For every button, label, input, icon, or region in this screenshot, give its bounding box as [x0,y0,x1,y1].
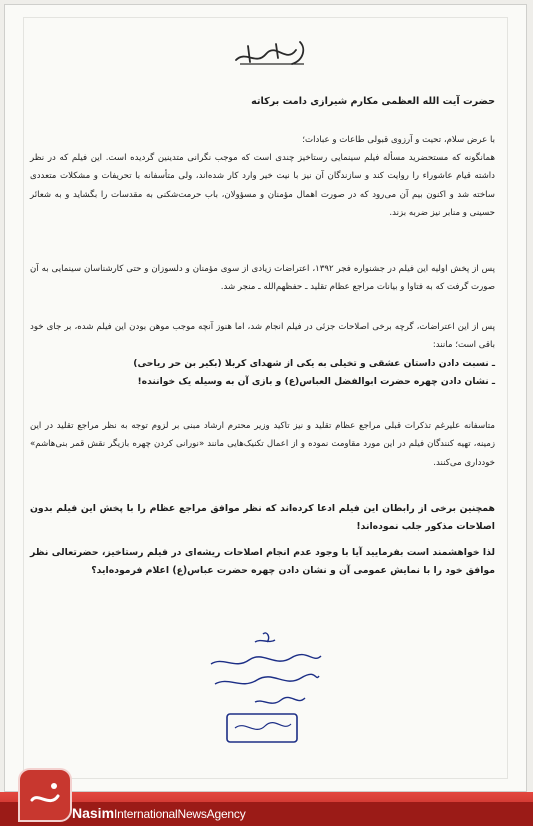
objection-bullet-1: ـ نسبت دادن داستان عشقی و تخیلی به یکی از شهدای کربلا (بکیر بن حر ریاحی) [133,358,495,369]
agency-desc: InternationalNewsAgency [114,807,246,821]
nasim-logo-icon [18,768,72,822]
official-seal-icon [227,714,297,742]
basmala-calligraphy-icon [226,36,316,70]
paragraph-2: پس از پخش اولیه این فیلم در جشنواره فجر ۱۳۹۲، اعتراضات زیادی از سوی مؤمنان و دلسوزان و حتی کارشناسان سینمایی به آن صورت گرفت که به فتاوا و بیانات مراجع عظام تقلید ـ حفظهم‌الله ـ منجر شد. [30,264,495,293]
agency-name: Nasim [72,805,115,821]
addressee: حضرت آیت الله العظمی مکارم شیرازی دامت برکاته [251,96,495,107]
greeting: با عرض سلام، تحیت و آرزوی قبولی طاعات و عبادات؛ [302,135,495,145]
paragraph-5: همچنین برخی از رابطان این فیلم ادعا کرده‌اند که نظر موافق مراجع عظام را با پخش این فیلم بدون اصلاحات مذکور جلب نموده‌اند! [30,503,495,533]
objection-bullet-2: ـ نشان دادن چهره حضرت ابوالفضل العباس(ع) و بازی آن به وسیله یک خواننده! [137,376,495,387]
paragraph-1: همانگونه که مستحضرید مسأله فیلم سینمایی رستاخیز چندی است که موجب نگرانی متدینین گردیده است. این فیلم که در نظر داشته قیام عاشوراء را روایت کند و سازندگان آن نیز با نیت خیر وارد کار شده‌اند، ولی متأسفانه با تحریفات و مشکلات متعددی ساخته شد و اکنون بیم آن می‌رود که در صورت اهمال مؤمنان و مسؤولان، باب حرمت‌شکنی به مقدسات را بگشاید و به شعائر حسینی و منابر نیز ضربه بزند. [30,153,495,219]
agency-credit [72,804,246,822]
paragraph-4: متاسفانه علیرغم تذکرات قبلی مراجع عظام تقلید و نیز تاکید وزیر محترم ارشاد مبنی بر لزوم توجه به نظر مراجع تقلید در این زمینه، تهیه کنندگان فیلم در این مورد مقاومت نموده و از اعمال تکنیک‌هایی مانند «نورانی کردن چهره بازیگر نقش قمر بنی‌هاشم» خودداری می‌کنند. [30,421,495,468]
paragraph-6: لذا خواهشمند است بفرمایید آیا با وجود عدم انجام اصلاحات ریشه‌ای در فیلم رستاخیز، حضرتعالی نظر موافق خود را با نمایش عمومی آن و نشان دادن چهره حضرت عباس(ع) اعلام فرموده‌اید؟ [30,547,495,577]
paragraph-3: پس از این اعتراضات، گرچه برخی اصلاحات جزئی در فیلم انجام شد، اما هنوز آنچه موجب موهن بودن این فیلم شده، بر جای خود باقی است؛ مانند: [30,322,495,351]
handwritten-reply-icon [205,628,325,758]
